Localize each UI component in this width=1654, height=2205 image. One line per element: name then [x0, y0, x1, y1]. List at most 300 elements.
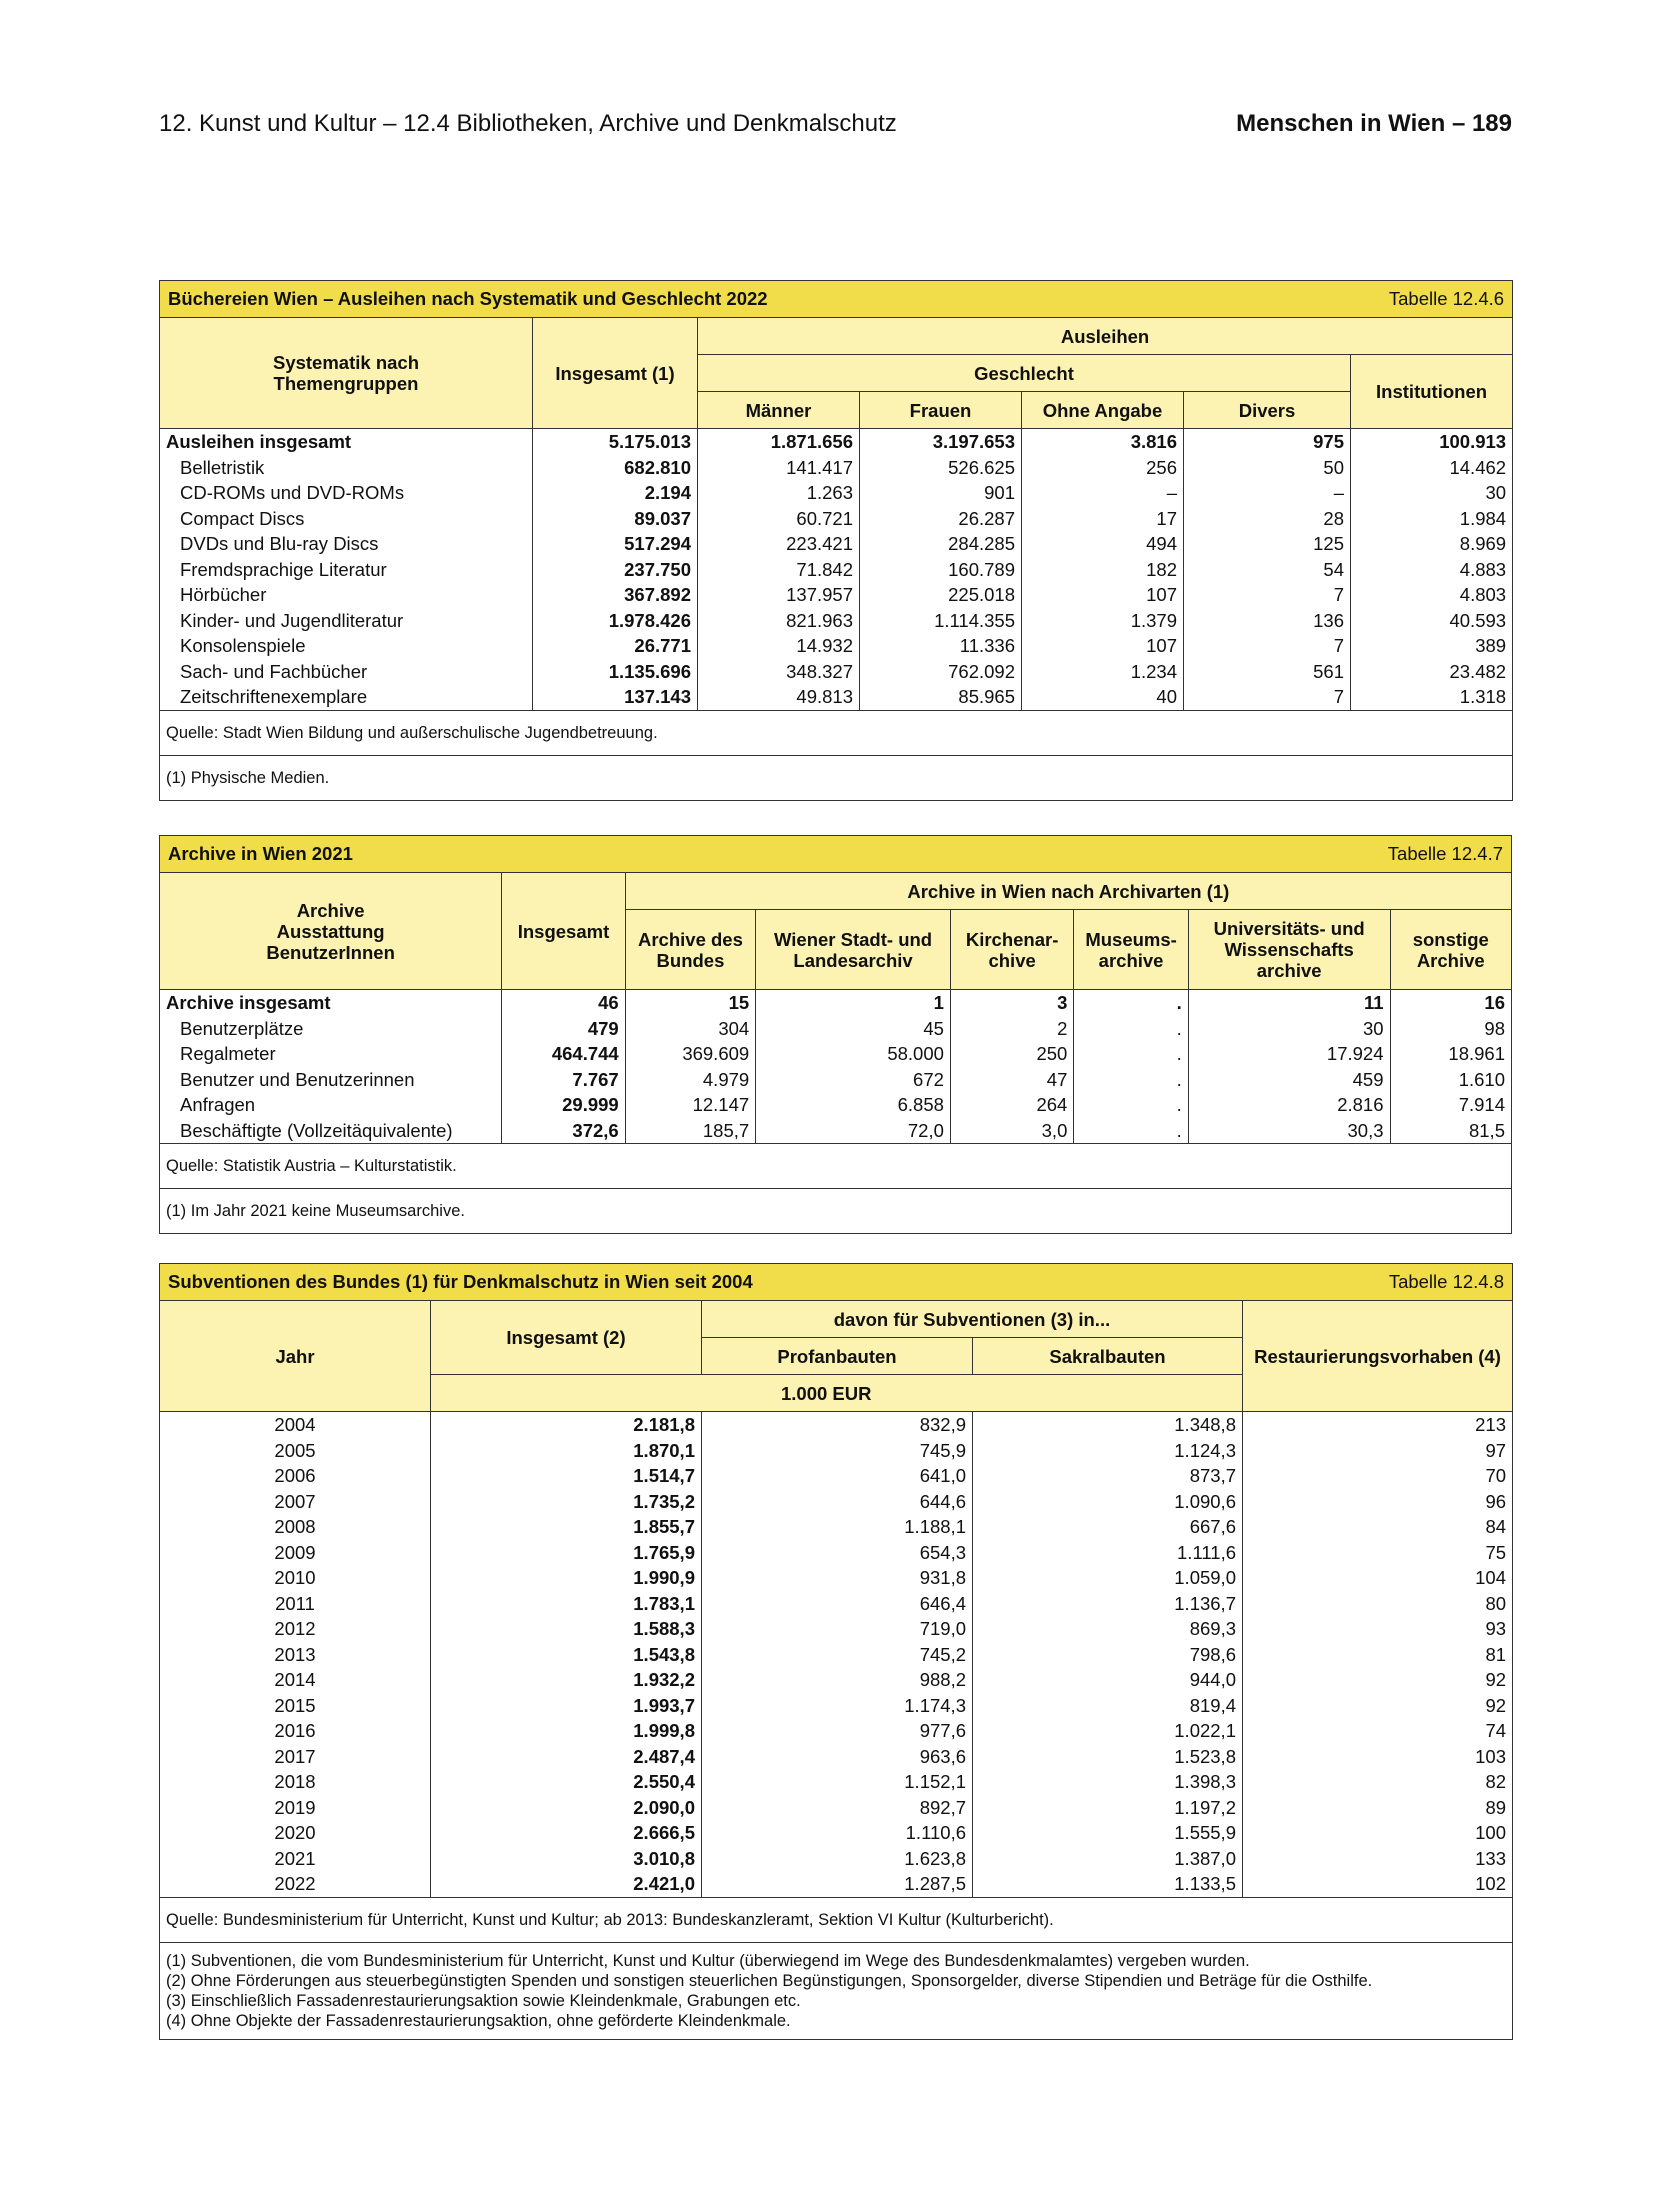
- table-cell: 869,3: [973, 1616, 1243, 1642]
- col-uni: Universitäts- und Wissenschafts archive: [1188, 910, 1390, 990]
- table-cell: 137.957: [698, 582, 860, 608]
- table-cell: 58.000: [756, 1041, 951, 1067]
- row-label: Sach- und Fachbücher: [160, 659, 533, 685]
- row-label: 2010: [160, 1565, 431, 1591]
- table-cell: 103: [1243, 1744, 1513, 1770]
- row-label: 2022: [160, 1871, 431, 1897]
- row-label: Kinder- und Jugendliteratur: [160, 608, 533, 634]
- table-cell: 819,4: [973, 1693, 1243, 1719]
- table-cell: 389: [1351, 633, 1513, 659]
- row-label: Regalmeter: [160, 1041, 502, 1067]
- row-label: 2004: [160, 1412, 431, 1438]
- table-row: [160, 1769, 1513, 1795]
- table-cell: 1.783,1: [431, 1591, 702, 1617]
- table-cell: 1.993,7: [431, 1693, 702, 1719]
- table-cell: 745,9: [702, 1438, 973, 1464]
- table-row: [160, 659, 1513, 685]
- row-label: 2016: [160, 1718, 431, 1744]
- table-cell: 1: [756, 990, 951, 1016]
- table-cell: 494: [1022, 531, 1184, 557]
- row-label: Hörbücher: [160, 582, 533, 608]
- table-row: [160, 1092, 1512, 1118]
- table-cell: 2.194: [533, 480, 698, 506]
- table-cell: 561: [1184, 659, 1351, 685]
- table-cell: 1.135.696: [533, 659, 698, 685]
- table-cell: .: [1074, 1041, 1188, 1067]
- table-subventionen: [159, 1263, 1512, 2040]
- table-cell: 70: [1243, 1463, 1513, 1489]
- row-label: 2020: [160, 1820, 431, 1846]
- table-cell: 96: [1243, 1489, 1513, 1515]
- row-label: 2014: [160, 1667, 431, 1693]
- table-cell: 4.883: [1351, 557, 1513, 583]
- table-cell: 89.037: [533, 506, 698, 532]
- table-cell: 89: [1243, 1795, 1513, 1821]
- table-cell: 798,6: [973, 1642, 1243, 1668]
- table-cell: 30,3: [1188, 1118, 1390, 1144]
- table-row: [160, 1067, 1512, 1093]
- table-row: [160, 1693, 1513, 1719]
- table-cell: 98: [1390, 1016, 1511, 1042]
- footnote-4: (4) Ohne Objekte der Fassadenrestaurierungsaktion, ohne geförderte Kleindenkmale.: [166, 2011, 791, 2030]
- table-cell: 182: [1022, 557, 1184, 583]
- col-insgesamt: Insgesamt (2): [431, 1301, 702, 1375]
- table-cell: 1.978.426: [533, 608, 698, 634]
- col-stadt: Wiener Stadt- und Landesarchiv: [756, 910, 951, 990]
- table-row: [160, 582, 1513, 608]
- table-cell: 1.114.355: [860, 608, 1022, 634]
- table-cell: 8.969: [1351, 531, 1513, 557]
- table-row: [160, 1871, 1513, 1897]
- table-cell: 372,6: [502, 1118, 625, 1144]
- col-frauen: Frauen: [860, 392, 1022, 429]
- table-row: [160, 684, 1513, 710]
- table-cell: 1.287,5: [702, 1871, 973, 1897]
- table-cell: 1.514,7: [431, 1463, 702, 1489]
- table-cell: 100.913: [1351, 429, 1513, 455]
- table-row: [160, 1795, 1513, 1821]
- table-cell: 45: [756, 1016, 951, 1042]
- row-label: 2008: [160, 1514, 431, 1540]
- title-text: Subventionen des Bundes (1) für Denkmalschutz in Wien seit 2004: [168, 1271, 753, 1292]
- table-row: [160, 1438, 1513, 1464]
- group-archivarten: Archive in Wien nach Archivarten (1): [625, 873, 1511, 910]
- unit-label: 1.000 EUR: [431, 1375, 1243, 1412]
- table-cell: 1.999,8: [431, 1718, 702, 1744]
- table-cell: 479: [502, 1016, 625, 1042]
- table-cell: 7.914: [1390, 1092, 1511, 1118]
- table-row: [160, 633, 1513, 659]
- table-cell: 367.892: [533, 582, 698, 608]
- table-cell: 4.979: [625, 1067, 755, 1093]
- table-cell: 1.855,7: [431, 1514, 702, 1540]
- table-cell: 646,4: [702, 1591, 973, 1617]
- table-cell: 464.744: [502, 1041, 625, 1067]
- page-header: [159, 110, 1512, 150]
- table-cell: 304: [625, 1016, 755, 1042]
- table-cell: 459: [1188, 1067, 1390, 1093]
- row-label: 2018: [160, 1769, 431, 1795]
- table-cell: 2.487,4: [431, 1744, 702, 1770]
- table-cell: 92: [1243, 1693, 1513, 1719]
- table-cell: 1.523,8: [973, 1744, 1243, 1770]
- table-cell: 1.555,9: [973, 1820, 1243, 1846]
- table-row: [160, 429, 1513, 455]
- table-row: [160, 990, 1512, 1016]
- table-cell: 80: [1243, 1591, 1513, 1617]
- table-cell: 1.152,1: [702, 1769, 973, 1795]
- footnote: (1) Physische Medien.: [160, 755, 1513, 800]
- table-row: [160, 480, 1513, 506]
- table-cell: 28: [1184, 506, 1351, 532]
- table-cell: 102: [1243, 1871, 1513, 1897]
- table-cell: 745,2: [702, 1642, 973, 1668]
- table-cell: 369.609: [625, 1041, 755, 1067]
- table-cell: 2.421,0: [431, 1871, 702, 1897]
- table-cell: 1.623,8: [702, 1846, 973, 1872]
- table-row: [160, 1412, 1513, 1438]
- table-row: [160, 1540, 1513, 1566]
- table-cell: 29.999: [502, 1092, 625, 1118]
- table-cell: 1.870,1: [431, 1438, 702, 1464]
- table-cell: 12.147: [625, 1092, 755, 1118]
- table-row: [160, 1820, 1513, 1846]
- table-cell: 23.482: [1351, 659, 1513, 685]
- table-cell: 1.174,3: [702, 1693, 973, 1719]
- table-cell: 7: [1184, 684, 1351, 710]
- table-cell: 944,0: [973, 1667, 1243, 1693]
- table-cell: 104: [1243, 1565, 1513, 1591]
- page-number-title: Menschen in Wien – 189: [1236, 110, 1512, 137]
- table-cell: 237.750: [533, 557, 698, 583]
- row-label: CD-ROMs und DVD-ROMs: [160, 480, 533, 506]
- footnotes: [160, 1942, 1513, 2039]
- table-row: [160, 1642, 1513, 1668]
- table-cell: –: [1022, 480, 1184, 506]
- col-sakral: Sakralbauten: [973, 1338, 1243, 1375]
- table-cell: 975: [1184, 429, 1351, 455]
- col-kirche: Kirchenar- chive: [950, 910, 1073, 990]
- table-cell: .: [1074, 1016, 1188, 1042]
- footnote-3: (3) Einschließlich Fassadenrestaurierungsaktion sowie Kleindenkmale, Grabungen etc.: [166, 1991, 801, 2010]
- table-buechereien: [159, 280, 1512, 801]
- row-label: Beschäftigte (Vollzeitäquivalente): [160, 1118, 502, 1144]
- table-cell: 133: [1243, 1846, 1513, 1872]
- table-cell: 223.421: [698, 531, 860, 557]
- col-systematik: Systematik nach Themengruppen: [160, 318, 533, 429]
- table-cell: 1.022,1: [973, 1718, 1243, 1744]
- table-row: [160, 531, 1513, 557]
- table-cell: 3: [950, 990, 1073, 1016]
- col-maenner: Männer: [698, 392, 860, 429]
- table-title: [160, 281, 1513, 318]
- row-label: 2015: [160, 1693, 431, 1719]
- table-cell: 762.092: [860, 659, 1022, 685]
- table-cell: 2: [950, 1016, 1073, 1042]
- table-cell: 1.984: [1351, 506, 1513, 532]
- table-cell: 60.721: [698, 506, 860, 532]
- table-cell: 49.813: [698, 684, 860, 710]
- table-cell: 160.789: [860, 557, 1022, 583]
- table-cell: 250: [950, 1041, 1073, 1067]
- group-geschlecht: Geschlecht: [698, 355, 1351, 392]
- table-row: [160, 608, 1513, 634]
- title-text: Archive in Wien 2021: [168, 843, 353, 864]
- table-cell: 26.287: [860, 506, 1022, 532]
- table-cell: 1.110,6: [702, 1820, 973, 1846]
- table-row: [160, 455, 1513, 481]
- table-cell: 348.327: [698, 659, 860, 685]
- table-cell: 7: [1184, 582, 1351, 608]
- table-row: [160, 1118, 1512, 1144]
- col-sonstige: sonstige Archive: [1390, 910, 1511, 990]
- table-body: [160, 990, 1512, 1144]
- table-body: [160, 429, 1513, 711]
- table-cell: 40.593: [1351, 608, 1513, 634]
- table-cell: .: [1074, 1092, 1188, 1118]
- table-cell: 85.965: [860, 684, 1022, 710]
- table-title: [160, 1264, 1513, 1301]
- table-cell: 284.285: [860, 531, 1022, 557]
- chapter-title: 12. Kunst und Kultur – 12.4 Bibliotheken, Archive und Denkmalschutz: [159, 110, 897, 137]
- table-cell: 931,8: [702, 1565, 973, 1591]
- row-label: 2017: [160, 1744, 431, 1770]
- table-row: [160, 1846, 1513, 1872]
- table-cell: 2.090,0: [431, 1795, 702, 1821]
- source-note: Quelle: Statistik Austria – Kulturstatistik.: [160, 1144, 1512, 1189]
- row-label: Anfragen: [160, 1092, 502, 1118]
- table-cell: 1.588,3: [431, 1616, 702, 1642]
- table-cell: 654,3: [702, 1540, 973, 1566]
- table-cell: 892,7: [702, 1795, 973, 1821]
- table-cell: 1.398,3: [973, 1769, 1243, 1795]
- title-text: Büchereien Wien – Ausleihen nach Systematik und Geschlecht 2022: [168, 288, 768, 309]
- table-cell: 30: [1188, 1016, 1390, 1042]
- table-cell: 821.963: [698, 608, 860, 634]
- table-cell: 7: [1184, 633, 1351, 659]
- table-cell: 2.550,4: [431, 1769, 702, 1795]
- table-cell: 977,6: [702, 1718, 973, 1744]
- row-label: 2019: [160, 1795, 431, 1821]
- table-cell: 1.610: [1390, 1067, 1511, 1093]
- col-profan: Profanbauten: [702, 1338, 973, 1375]
- group-davon: davon für Subventionen (3) in...: [702, 1301, 1243, 1338]
- table-row: [160, 1514, 1513, 1540]
- table-cell: 141.417: [698, 455, 860, 481]
- col-ohne-angabe: Ohne Angabe: [1022, 392, 1184, 429]
- table-row: [160, 1489, 1513, 1515]
- table-row: [160, 1463, 1513, 1489]
- table-cell: 1.263: [698, 480, 860, 506]
- table-cell: 17.924: [1188, 1041, 1390, 1067]
- table-cell: 92: [1243, 1667, 1513, 1693]
- table-cell: 6.858: [756, 1092, 951, 1118]
- table-cell: 81: [1243, 1642, 1513, 1668]
- table-cell: 3.816: [1022, 429, 1184, 455]
- table-cell: 30: [1351, 480, 1513, 506]
- table-cell: 16: [1390, 990, 1511, 1016]
- table-row: [160, 557, 1513, 583]
- footnote: (1) Im Jahr 2021 keine Museumsarchive.: [160, 1189, 1512, 1234]
- table-cell: 264: [950, 1092, 1073, 1118]
- table-cell: 1.197,2: [973, 1795, 1243, 1821]
- row-label: Konsolenspiele: [160, 633, 533, 659]
- source-note: Quelle: Bundesministerium für Unterricht, Kunst und Kultur; ab 2013: Bundeskanzleramt, Sektion VI Kultur (Kulturbericht).: [160, 1897, 1513, 1942]
- table-cell: 137.143: [533, 684, 698, 710]
- table-cell: 1.234: [1022, 659, 1184, 685]
- col-jahr: Jahr: [160, 1301, 431, 1412]
- table-cell: 641,0: [702, 1463, 973, 1489]
- row-label: Fremdsprachige Literatur: [160, 557, 533, 583]
- table-cell: 185,7: [625, 1118, 755, 1144]
- table-cell: 1.990,9: [431, 1565, 702, 1591]
- table-title: [160, 836, 1512, 873]
- table-cell: 11: [1188, 990, 1390, 1016]
- col-divers: Divers: [1184, 392, 1351, 429]
- table-cell: 1.111,6: [973, 1540, 1243, 1566]
- table-cell: 1.348,8: [973, 1412, 1243, 1438]
- col-archive: Archive Ausstattung BenutzerInnen: [160, 873, 502, 990]
- table-cell: 1.379: [1022, 608, 1184, 634]
- table-row: [160, 1591, 1513, 1617]
- table-cell: 15: [625, 990, 755, 1016]
- col-insgesamt: Insgesamt (1): [533, 318, 698, 429]
- row-label: Benutzer und Benutzerinnen: [160, 1067, 502, 1093]
- table-cell: 1.765,9: [431, 1540, 702, 1566]
- row-label: Archive insgesamt: [160, 990, 502, 1016]
- table-cell: 901: [860, 480, 1022, 506]
- row-label: 2012: [160, 1616, 431, 1642]
- table-cell: 26.771: [533, 633, 698, 659]
- table-cell: 644,6: [702, 1489, 973, 1515]
- table-cell: 4.803: [1351, 582, 1513, 608]
- table-cell: 75: [1243, 1540, 1513, 1566]
- table-number: Tabelle 12.4.6: [1388, 288, 1505, 309]
- table-cell: 213: [1243, 1412, 1513, 1438]
- row-label: 2006: [160, 1463, 431, 1489]
- table-row: [160, 1041, 1512, 1067]
- table-row: [160, 1616, 1513, 1642]
- table-cell: 136: [1184, 608, 1351, 634]
- table-cell: 5.175.013: [533, 429, 698, 455]
- col-restaurierung: Restaurierungsvorhaben (4): [1243, 1301, 1513, 1412]
- table-cell: 1.133,5: [973, 1871, 1243, 1897]
- table-cell: 18.961: [1390, 1041, 1511, 1067]
- table-cell: 1.124,3: [973, 1438, 1243, 1464]
- table-cell: 100: [1243, 1820, 1513, 1846]
- table-cell: 963,6: [702, 1744, 973, 1770]
- table-cell: 1.136,7: [973, 1591, 1243, 1617]
- table-cell: 71.842: [698, 557, 860, 583]
- table-cell: 93: [1243, 1616, 1513, 1642]
- table-cell: 1.318: [1351, 684, 1513, 710]
- table-cell: 47: [950, 1067, 1073, 1093]
- table-cell: 2.666,5: [431, 1820, 702, 1846]
- table-number: Tabelle 12.4.8: [1388, 1271, 1505, 1292]
- table-cell: 14.462: [1351, 455, 1513, 481]
- table-cell: 125: [1184, 531, 1351, 557]
- table-cell: 2.816: [1188, 1092, 1390, 1118]
- table-cell: 1.090,6: [973, 1489, 1243, 1515]
- table-cell: 1.387,0: [973, 1846, 1243, 1872]
- table-cell: 719,0: [702, 1616, 973, 1642]
- table-cell: –: [1184, 480, 1351, 506]
- row-label: Benutzerplätze: [160, 1016, 502, 1042]
- table-cell: .: [1074, 1067, 1188, 1093]
- table-cell: 72,0: [756, 1118, 951, 1144]
- row-label: 2009: [160, 1540, 431, 1566]
- table-cell: 517.294: [533, 531, 698, 557]
- table-cell: 74: [1243, 1718, 1513, 1744]
- footnote-2: (2) Ohne Förderungen aus steuerbegünstigten Spenden und sonstigen steuerlichen Begünstigungen, Sponsorgelder, diverse Stipendien und Beträge für die Osthilfe.: [166, 1971, 1373, 1990]
- table-cell: 667,6: [973, 1514, 1243, 1540]
- table-cell: 3.010,8: [431, 1846, 702, 1872]
- table-cell: 107: [1022, 633, 1184, 659]
- table-cell: 46: [502, 990, 625, 1016]
- table-cell: 2.181,8: [431, 1412, 702, 1438]
- row-label: 2013: [160, 1642, 431, 1668]
- table-row: [160, 1667, 1513, 1693]
- table-cell: 832,9: [702, 1412, 973, 1438]
- table-cell: 1.059,0: [973, 1565, 1243, 1591]
- table-cell: 1.932,2: [431, 1667, 702, 1693]
- row-label: Compact Discs: [160, 506, 533, 532]
- row-label: DVDs und Blu-ray Discs: [160, 531, 533, 557]
- table-cell: .: [1074, 1118, 1188, 1144]
- table-cell: 84: [1243, 1514, 1513, 1540]
- table-row: [160, 1565, 1513, 1591]
- table-cell: 1.871.656: [698, 429, 860, 455]
- table-cell: 3,0: [950, 1118, 1073, 1144]
- row-label: 2011: [160, 1591, 431, 1617]
- table-cell: 672: [756, 1067, 951, 1093]
- col-museum: Museums- archive: [1074, 910, 1188, 990]
- row-label: 2005: [160, 1438, 431, 1464]
- table-cell: 1.188,1: [702, 1514, 973, 1540]
- table-row: [160, 1718, 1513, 1744]
- table-cell: 1.735,2: [431, 1489, 702, 1515]
- table-row: [160, 1016, 1512, 1042]
- table-cell: 82: [1243, 1769, 1513, 1795]
- col-insgesamt: Insgesamt: [502, 873, 625, 990]
- table-number: Tabelle 12.4.7: [1387, 843, 1503, 864]
- table-cell: 1.543,8: [431, 1642, 702, 1668]
- footnote-1: (1) Subventionen, die vom Bundesministerium für Unterricht, Kunst und Kultur (überwiegend im Wege des Bundesdenkmalamtes) vergeben wurden.: [166, 1951, 1250, 1970]
- group-ausleihen: Ausleihen: [698, 318, 1513, 355]
- table-cell: .: [1074, 990, 1188, 1016]
- table-row: [160, 506, 1513, 532]
- table-cell: 17: [1022, 506, 1184, 532]
- source-note: Quelle: Stadt Wien Bildung und außerschulische Jugendbetreuung.: [160, 710, 1513, 755]
- table-cell: 526.625: [860, 455, 1022, 481]
- table-cell: 988,2: [702, 1667, 973, 1693]
- table-cell: 256: [1022, 455, 1184, 481]
- row-label: 2007: [160, 1489, 431, 1515]
- table-cell: 682.810: [533, 455, 698, 481]
- table-body: [160, 1412, 1513, 1898]
- table-cell: 97: [1243, 1438, 1513, 1464]
- row-label: Zeitschriftenexemplare: [160, 684, 533, 710]
- table-cell: 54: [1184, 557, 1351, 583]
- table-row: [160, 1744, 1513, 1770]
- table-cell: 873,7: [973, 1463, 1243, 1489]
- table-cell: 11.336: [860, 633, 1022, 659]
- row-label: Belletristik: [160, 455, 533, 481]
- table-cell: 50: [1184, 455, 1351, 481]
- col-bund: Archive des Bundes: [625, 910, 755, 990]
- col-institutionen: Institutionen: [1351, 355, 1513, 429]
- table-cell: 3.197.653: [860, 429, 1022, 455]
